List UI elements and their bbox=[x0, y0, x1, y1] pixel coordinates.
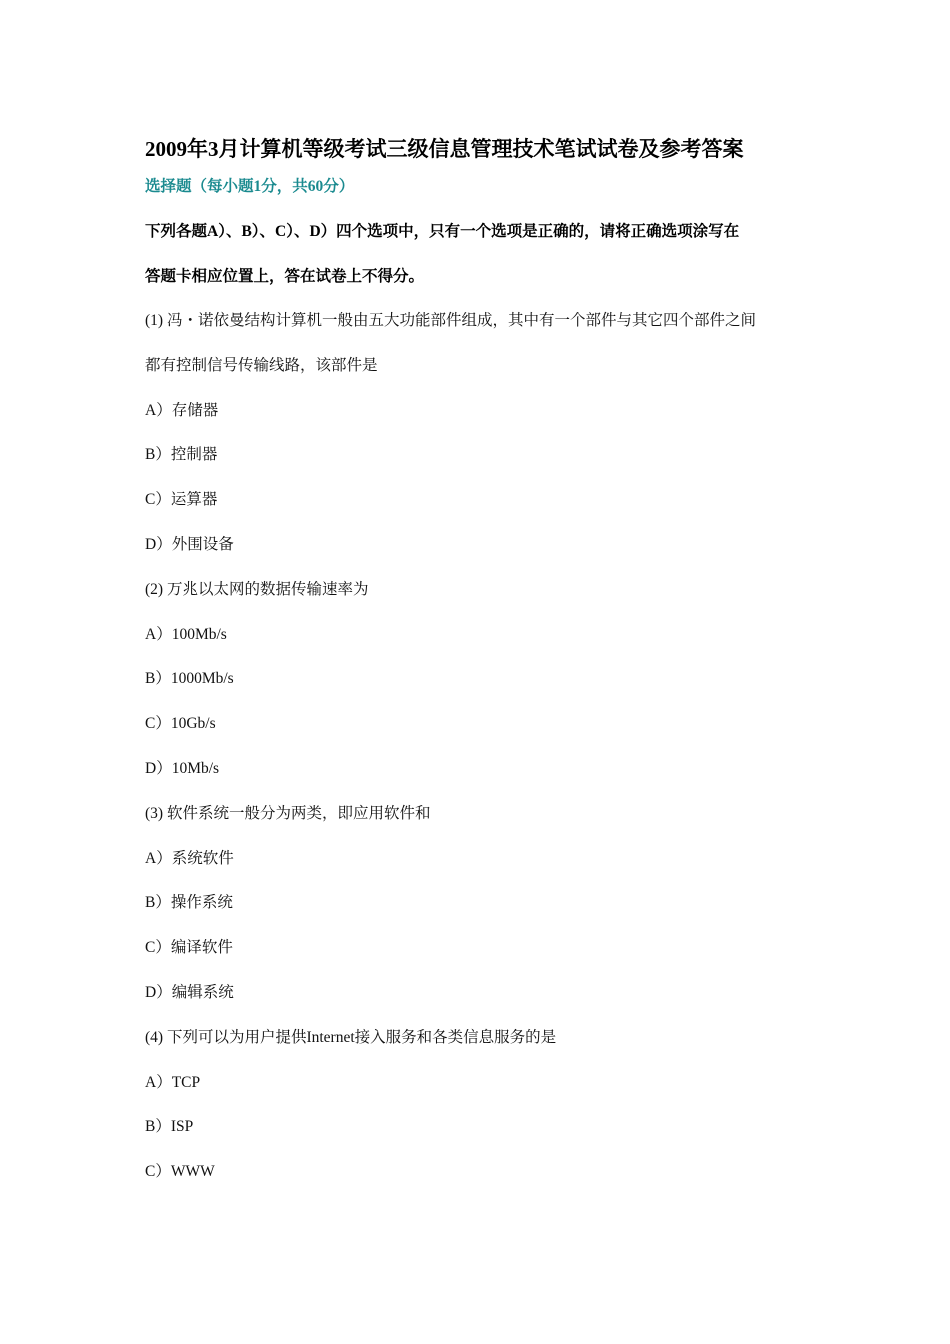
question-1-option-a: A）存储器 bbox=[145, 401, 219, 419]
question-1-option-b: B）控制器 bbox=[145, 446, 218, 464]
document-content bbox=[145, 134, 825, 1195]
question-3-option-c: C）编译软件 bbox=[145, 939, 233, 957]
question-4-option-a: A）TCP bbox=[145, 1073, 201, 1091]
question-2-option-b: B）1000Mb/s bbox=[145, 670, 234, 688]
question-2-option-c: C）10Gb/s bbox=[145, 715, 216, 733]
question-2-text: (2) 万兆以太网的数据传输速率为 bbox=[145, 580, 369, 598]
question-1-option-c: C）运算器 bbox=[145, 491, 218, 509]
question-1 bbox=[145, 299, 825, 568]
question-2-option-a: A）100Mb/s bbox=[145, 625, 227, 643]
question-3-option-a: A）系统软件 bbox=[145, 849, 234, 867]
question-4-text: (4) 下列可以为用户提供Internet接入服务和各类信息服务的是 bbox=[145, 1028, 557, 1046]
question-1-option-d: D）外围设备 bbox=[145, 535, 234, 553]
instruction-line-1: 下列各题A）、B）、C）、D）四个选项中，只有一个选项是正确的，请将正确选项涂写在 bbox=[145, 223, 740, 240]
question-4-option-c: C）WWW bbox=[145, 1163, 215, 1181]
instruction-line-2: 答题卡相应位置上，答在试卷上不得分。 bbox=[145, 268, 425, 285]
question-3-text: (3) 软件系统一般分为两类，即应用软件和 bbox=[145, 804, 431, 822]
question-3-option-d: D）编辑系统 bbox=[145, 983, 234, 1001]
question-1-text-line-1: (1) 冯・诺依曼结构计算机一般由五大功能部件组成，其中有一个部件与其它四个部件之间 bbox=[145, 312, 756, 329]
instructions bbox=[145, 209, 825, 299]
question-1-text-line-2: 都有控制信号传输线路，该部件是 bbox=[145, 356, 378, 374]
question-2-option-d: D）10Mb/s bbox=[145, 759, 220, 777]
question-4-option-b: B）ISP bbox=[145, 1118, 194, 1136]
section-heading: 选择题（每小题1分，共60分） bbox=[145, 178, 355, 195]
question-3-option-b: B）操作系统 bbox=[145, 894, 233, 912]
question-3 bbox=[145, 792, 825, 1016]
question-2 bbox=[145, 568, 825, 792]
question-4 bbox=[145, 1016, 825, 1195]
document-title: 2009年3月计算机等级考试三级信息管理技术笔试试卷及参考答案 bbox=[145, 137, 744, 161]
